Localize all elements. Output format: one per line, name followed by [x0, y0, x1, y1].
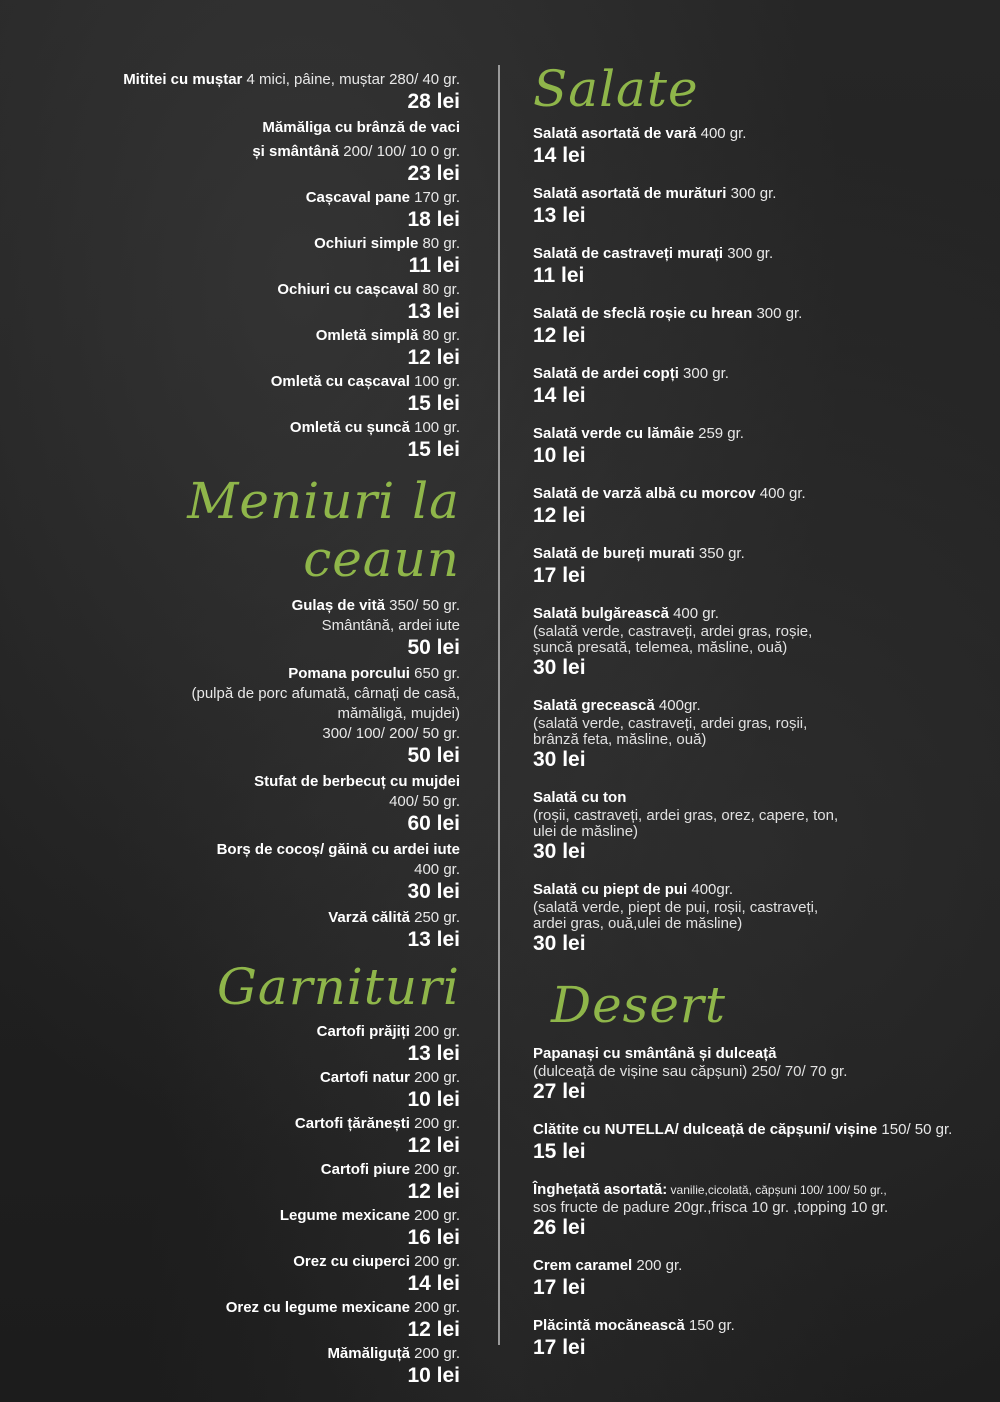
- item-name: Pomana porcului: [288, 665, 410, 682]
- menu-item: [40, 1298, 460, 1342]
- item-price: 12 lei: [407, 346, 460, 369]
- left-column: [40, 70, 460, 1388]
- item-detail: 200 gr.: [409, 1207, 460, 1224]
- item-description: (dulceață de vișine sau căpșuni) 250/ 70/ 70 gr.: [533, 1063, 848, 1080]
- item-detail: 350 gr.: [694, 545, 745, 562]
- menu-item: [40, 1068, 460, 1112]
- menu-item: [40, 664, 460, 768]
- item-detail: 400 gr.: [696, 125, 747, 142]
- item-name: Cartofi piure: [320, 1161, 410, 1178]
- garnituri-section: [40, 1022, 460, 1388]
- item-price: 14 lei: [407, 1272, 460, 1295]
- item-description: ulei de măsline): [533, 823, 639, 840]
- menu-item: [40, 772, 460, 836]
- item-detail: 300 gr.: [723, 245, 774, 262]
- item-detail: 200 gr.: [409, 1069, 460, 1086]
- menu-item: [40, 908, 460, 952]
- item-description: (salată verde, castraveți, ardei gras, roșie,: [533, 623, 813, 640]
- item-detail: 250 gr.: [409, 909, 460, 926]
- item-price: 10 lei: [533, 444, 586, 467]
- item-name: Înghețată asortată:: [533, 1181, 668, 1198]
- menu-item: [40, 418, 460, 462]
- item-detail: 650 gr.: [409, 665, 460, 682]
- breakfast-section: [40, 70, 460, 462]
- item-detail: 300 gr.: [678, 365, 729, 382]
- section-heading-meniuri: Meniuri la ceaun: [187, 472, 460, 588]
- item-name: Cașcaval pane: [305, 189, 410, 206]
- item-description: 400 gr.: [414, 861, 460, 878]
- item-price: 14 lei: [533, 144, 586, 167]
- menu-item: [533, 544, 983, 588]
- menu-item: [533, 696, 983, 772]
- menu-item: [533, 1044, 983, 1104]
- item-price: 15 lei: [533, 1140, 586, 1163]
- menu-item: [40, 118, 460, 186]
- item-detail: 400gr.: [654, 697, 701, 714]
- menu-item: [533, 788, 983, 864]
- item-name: Clătite cu NUTELLA/ dulceață de căpșuni/ vișine: [533, 1121, 878, 1138]
- item-detail: 200 gr.: [409, 1115, 460, 1132]
- item-description: (salată verde, castraveți, ardei gras, roșii,: [533, 715, 808, 732]
- item-description: (salată verde, piept de pui, roșii, castraveți,: [533, 899, 819, 916]
- item-name: Omletă simplă: [315, 327, 419, 344]
- menu-item: [533, 1316, 983, 1360]
- item-name: Salată de sfeclă roșie cu hrean: [533, 305, 753, 322]
- item-price: 50 lei: [407, 744, 460, 767]
- item-price: 10 lei: [407, 1364, 460, 1387]
- menu-item: [533, 1120, 983, 1164]
- item-description: sos fructe de padure 20gr.,frisca 10 gr. ,topping 10 gr.: [533, 1199, 889, 1216]
- item-description: (pulpă de porc afumată, cârnați de casă,: [191, 685, 460, 702]
- item-detail: 80 gr.: [418, 235, 460, 252]
- column-divider: [498, 65, 500, 1345]
- item-detail: 200 gr.: [409, 1023, 460, 1040]
- item-name: Salată de bureți murati: [533, 545, 695, 562]
- meniuri-section: [40, 596, 460, 952]
- item-description: mămăligă, mujdei): [337, 705, 460, 722]
- item-detail: 80 gr.: [418, 281, 460, 298]
- item-name: Cartofi prăjiți: [316, 1023, 410, 1040]
- item-price: 30 lei: [533, 840, 586, 863]
- item-price: 17 lei: [533, 1336, 586, 1359]
- item-price: 15 lei: [407, 392, 460, 415]
- item-price: 30 lei: [533, 656, 586, 679]
- menu-item: [40, 70, 460, 114]
- menu-item: [533, 880, 983, 956]
- menu-item: [40, 326, 460, 370]
- item-detail: 300 gr.: [752, 305, 803, 322]
- item-detail: 80 gr.: [418, 327, 460, 344]
- item-price: 13 lei: [407, 928, 460, 951]
- item-description: Smântână, ardei iute: [321, 617, 460, 634]
- item-price: 60 lei: [407, 812, 460, 835]
- item-detail: 200 gr.: [409, 1253, 460, 1270]
- item-name: Stufat de berbecuț cu mujdei: [254, 773, 460, 790]
- item-detail: 350/ 50 gr.: [384, 597, 460, 614]
- section-heading-desert: Desert: [551, 976, 726, 1034]
- item-detail: 400 gr.: [755, 485, 806, 502]
- item-price: 12 lei: [407, 1318, 460, 1341]
- item-name: Gulaș de vită: [291, 597, 385, 614]
- item-price: 17 lei: [533, 1276, 586, 1299]
- menu-item: [40, 596, 460, 660]
- item-detail: 200/ 100/ 10 0 gr.: [339, 143, 460, 160]
- item-price: 50 lei: [407, 636, 460, 659]
- item-name: Salată verde cu lămâie: [533, 425, 694, 442]
- menu-item: [40, 372, 460, 416]
- item-price: 12 lei: [407, 1180, 460, 1203]
- item-price: 13 lei: [407, 1042, 460, 1065]
- item-price: 18 lei: [407, 208, 460, 231]
- item-price: 30 lei: [533, 932, 586, 955]
- menu-item: [533, 304, 983, 348]
- item-description: 400/ 50 gr.: [389, 793, 460, 810]
- item-name: Varză călită: [328, 909, 410, 926]
- item-price: 12 lei: [533, 504, 586, 527]
- item-detail: 200 gr.: [409, 1345, 460, 1362]
- menu-item: [40, 1022, 460, 1066]
- item-name: Ochiuri cu cașcaval: [277, 281, 419, 298]
- item-name: Salată de castraveți murați: [533, 245, 724, 262]
- item-name: Orez cu legume mexicane: [225, 1299, 410, 1316]
- item-detail: 259 gr.: [693, 425, 744, 442]
- item-price: 17 lei: [533, 564, 586, 587]
- item-name: Ochiuri simple: [314, 235, 419, 252]
- menu-item: [533, 1180, 983, 1240]
- item-price: 26 lei: [533, 1216, 586, 1239]
- item-name: Salată asortată de murături: [533, 185, 727, 202]
- menu-item: [533, 184, 983, 228]
- menu-item: [533, 604, 983, 680]
- item-name: Omletă cu șuncă: [289, 419, 410, 436]
- item-name: Mămăliguță: [327, 1345, 410, 1362]
- item-price: 13 lei: [407, 300, 460, 323]
- item-name: Borș de cocoș/ găină cu ardei iute: [216, 841, 460, 858]
- item-detail: 300 gr.: [726, 185, 777, 202]
- right-column: [533, 60, 983, 1376]
- item-name: Omletă cu cașcaval: [270, 373, 410, 390]
- item-name: Mămăliga cu brânză de vaci: [262, 119, 460, 136]
- item-name: Salată bulgărească: [533, 605, 669, 622]
- item-name-line2: și smântână: [252, 143, 340, 160]
- item-price: 30 lei: [407, 880, 460, 903]
- salate-section: [533, 124, 983, 956]
- menu-item: [533, 244, 983, 288]
- item-name: Mititei cu muștar: [123, 71, 243, 88]
- menu-item: [40, 1252, 460, 1296]
- item-name: Salată cu piept de pui: [533, 881, 688, 898]
- section-heading-salate: Salate: [533, 60, 699, 118]
- item-name: Salată cu ton: [533, 789, 627, 806]
- item-name: Salată de varză albă cu morcov: [533, 485, 756, 502]
- item-detail: 400gr.: [687, 881, 734, 898]
- item-detail: 200 gr.: [409, 1299, 460, 1316]
- item-name: Salată de ardei copți: [533, 365, 679, 382]
- item-detail: 150/ 50 gr.: [877, 1121, 953, 1138]
- item-detail: 400 gr.: [668, 605, 719, 622]
- menu-item: [40, 234, 460, 278]
- item-detail: 150 gr.: [684, 1317, 735, 1334]
- item-price: 23 lei: [407, 162, 460, 185]
- item-detail: 200 gr.: [409, 1161, 460, 1178]
- item-price: 30 lei: [533, 748, 586, 771]
- desert-section: [533, 1044, 983, 1360]
- item-detail: vanilie,cicolată, căpșuni 100/ 100/ 50 gr.,: [667, 1183, 887, 1197]
- item-description: (roșii, castraveți, ardei gras, orez, capere, ton,: [533, 807, 839, 824]
- item-price: 14 lei: [533, 384, 586, 407]
- item-description: ardei gras, ouă,ulei de măsline): [533, 915, 743, 932]
- menu-item: [40, 1114, 460, 1158]
- item-detail: 200 gr.: [632, 1257, 683, 1274]
- item-name: Plăcintă mocănească: [533, 1317, 685, 1334]
- section-heading-garnituri: Garnituri: [216, 958, 460, 1016]
- item-price: 15 lei: [407, 438, 460, 461]
- item-price: 28 lei: [407, 90, 460, 113]
- item-description: șuncă presată, telemea, măsline, ouă): [533, 639, 788, 656]
- item-price: 27 lei: [533, 1080, 586, 1103]
- menu-item: [40, 1160, 460, 1204]
- menu-item: [533, 424, 983, 468]
- menu-item: [40, 188, 460, 232]
- item-price: 12 lei: [533, 324, 586, 347]
- item-price: 11 lei: [408, 254, 460, 277]
- item-name: Cartofi natur: [319, 1069, 410, 1086]
- item-price: 11 lei: [533, 264, 585, 287]
- menu-item: [40, 1344, 460, 1388]
- item-name: Crem caramel: [533, 1257, 633, 1274]
- item-detail: 170 gr.: [409, 189, 460, 206]
- item-price: 12 lei: [407, 1134, 460, 1157]
- menu-item: [40, 1206, 460, 1250]
- item-name: Papanași cu smântână și dulceață: [533, 1045, 777, 1062]
- item-name: Legume mexicane: [279, 1207, 410, 1224]
- item-price: 13 lei: [533, 204, 586, 227]
- menu-item: [40, 840, 460, 904]
- item-detail: 100 gr.: [409, 419, 460, 436]
- item-description: 300/ 100/ 200/ 50 gr.: [322, 725, 460, 742]
- menu-item: [533, 1256, 983, 1300]
- item-price: 10 lei: [407, 1088, 460, 1111]
- item-name: Salată asortată de vară: [533, 125, 697, 142]
- item-name: Salată grecească: [533, 697, 655, 714]
- menu-item: [533, 364, 983, 408]
- item-detail: 4 mici, pâine, muștar 280/ 40 gr.: [242, 71, 460, 88]
- item-name: Cartofi țărănești: [294, 1115, 410, 1132]
- menu-item: [533, 484, 983, 528]
- menu-item: [40, 280, 460, 324]
- item-detail: 100 gr.: [409, 373, 460, 390]
- menu-item: [533, 124, 983, 168]
- item-price: 16 lei: [407, 1226, 460, 1249]
- item-name: Orez cu ciuperci: [293, 1253, 410, 1270]
- item-description: brânză feta, măsline, ouă): [533, 731, 707, 748]
